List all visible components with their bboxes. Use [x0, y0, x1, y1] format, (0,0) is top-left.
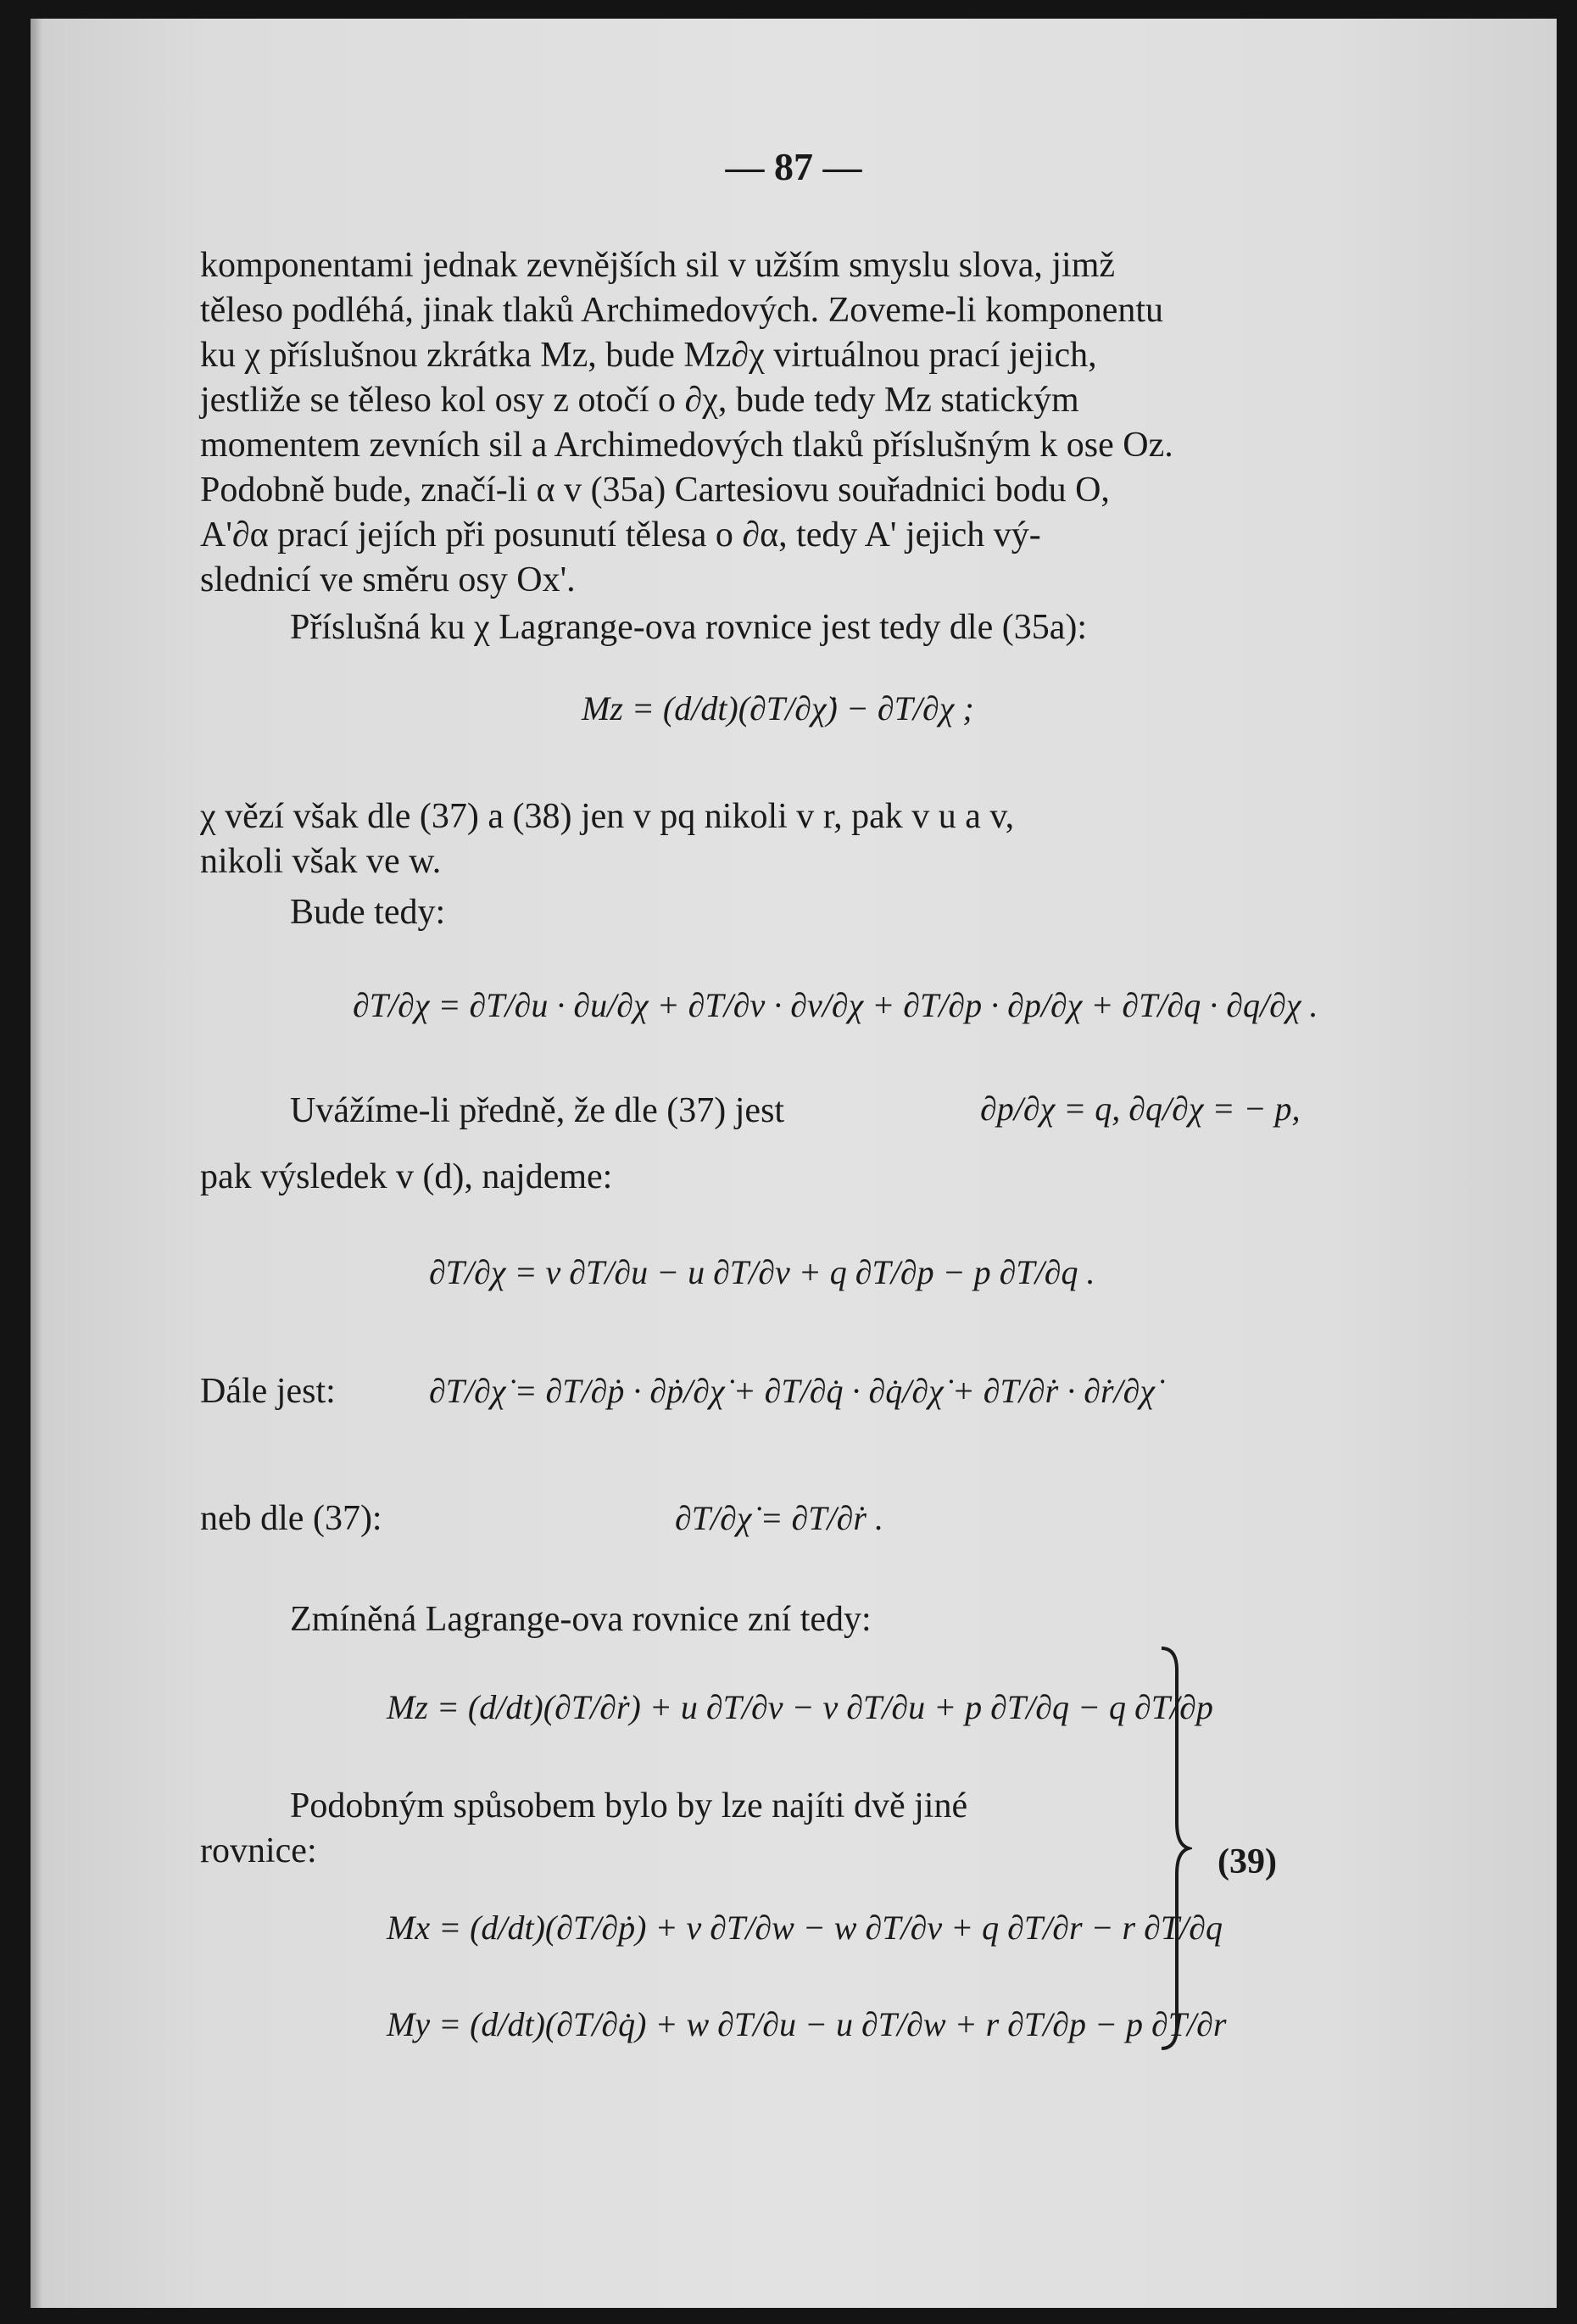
equation-dT-dchi-chain: ∂T/∂χ = ∂T/∂u · ∂u/∂χ + ∂T/∂v · ∂v/∂χ + ∂T/∂p · ∂p/∂χ + ∂T/∂q · ∂q/∂χ .	[353, 986, 1318, 1024]
para1-line-1: komponentami jednak zevnějších sil v užším smyslu slova, jimž	[200, 246, 1115, 285]
para3-line-1: χ vězí však dle (37) a (38) jen v pq nikoli v r, pak v u a v,	[200, 797, 1015, 836]
para2-line: Příslušná ku χ Lagrange-ova rovnice jest tedy dle (35a):	[290, 608, 1088, 647]
dale-jest-label: Dále jest:	[200, 1372, 336, 1411]
uvazime-line: Uvážíme-li předně, že dle (37) jest	[290, 1091, 785, 1130]
para3-line-2: nikoli však ve w.	[200, 842, 442, 881]
book-page	[31, 19, 1557, 2308]
equation-mz-lagrange: Mz = (d/dt)(∂T/∂χ̇) − ∂T/∂χ ;	[582, 689, 974, 727]
equation-Mz: Mz = (d/dt)(∂T/∂ṙ) + u ∂T/∂v − v ∂T/∂u + p ∂T/∂q − q ∂T/∂p	[387, 1688, 1213, 1726]
para1-line-4: jestliže se těleso kol osy z otočí o ∂χ, bude tedy Mz statickým	[200, 381, 1079, 420]
pak-vysledek-line: pak výsledek v (d), najdeme:	[200, 1157, 613, 1196]
para1-line-6: Podobně bude, značí-li α v (35a) Cartesiovu souřadnici bodu O,	[200, 471, 1110, 510]
equation-dT-dchidot: ∂T/∂χ̇ = ∂T/∂ṗ · ∂ṗ/∂χ̇ + ∂T/∂q̇ · ∂q̇/∂χ̇ + ∂T/∂ṙ · ∂ṙ/∂χ̇	[429, 1372, 1155, 1410]
neb-dle-label: neb dle (37):	[200, 1499, 382, 1538]
podobnym-line-1: Podobným spůsobem bylo by lze najíti dvě jiné	[290, 1786, 968, 1825]
page-spine-shadow	[31, 19, 42, 2308]
equation-Mx: Mx = (d/dt)(∂T/∂ṗ) + v ∂T/∂w − w ∂T/∂v + q ∂T/∂r − r ∂T/∂q	[387, 1909, 1223, 1947]
equation-dT-dchidot-dr: ∂T/∂χ̇ = ∂T/∂ṙ .	[675, 1499, 883, 1537]
para1-line-5: momentem zevních sil a Archimedových tlaků příslušným k ose Oz.	[200, 426, 1173, 465]
equation-number-39: (39)	[1218, 1842, 1277, 1881]
equation-dp-dq: ∂p/∂χ = q, ∂q/∂χ = − p,	[980, 1090, 1301, 1128]
zminena-line: Zmíněná Lagrange-ova rovnice zní tedy:	[290, 1600, 872, 1639]
bude-tedy-label: Bude tedy:	[290, 893, 446, 932]
equation-My: My = (d/dt)(∂T/∂q̇) + w ∂T/∂u − u ∂T/∂w + r ∂T/∂p − p ∂T/∂r	[387, 2005, 1227, 2043]
para1-line-8: slednicí ve směru osy Ox'.	[200, 560, 576, 599]
equation-result-d: ∂T/∂χ = v ∂T/∂u − u ∂T/∂v + q ∂T/∂p − p ∂T/∂q .	[429, 1253, 1095, 1291]
para1-line-7: A'∂α prací jejích při posunutí tělesa o ∂α, tedy A' jejich vý-	[200, 516, 1041, 555]
page-number: — 87 —	[725, 145, 862, 188]
para1-line-2: těleso podléhá, jinak tlaků Archimedových. Zoveme-li komponentu	[200, 291, 1164, 330]
podobnym-line-2: rovnice:	[200, 1831, 317, 1870]
right-brace	[1158, 1645, 1192, 2052]
para1-line-3: ku χ příslušnou zkrátka Mz, bude Mz∂χ virtuálnou prací jejich,	[200, 336, 1097, 375]
